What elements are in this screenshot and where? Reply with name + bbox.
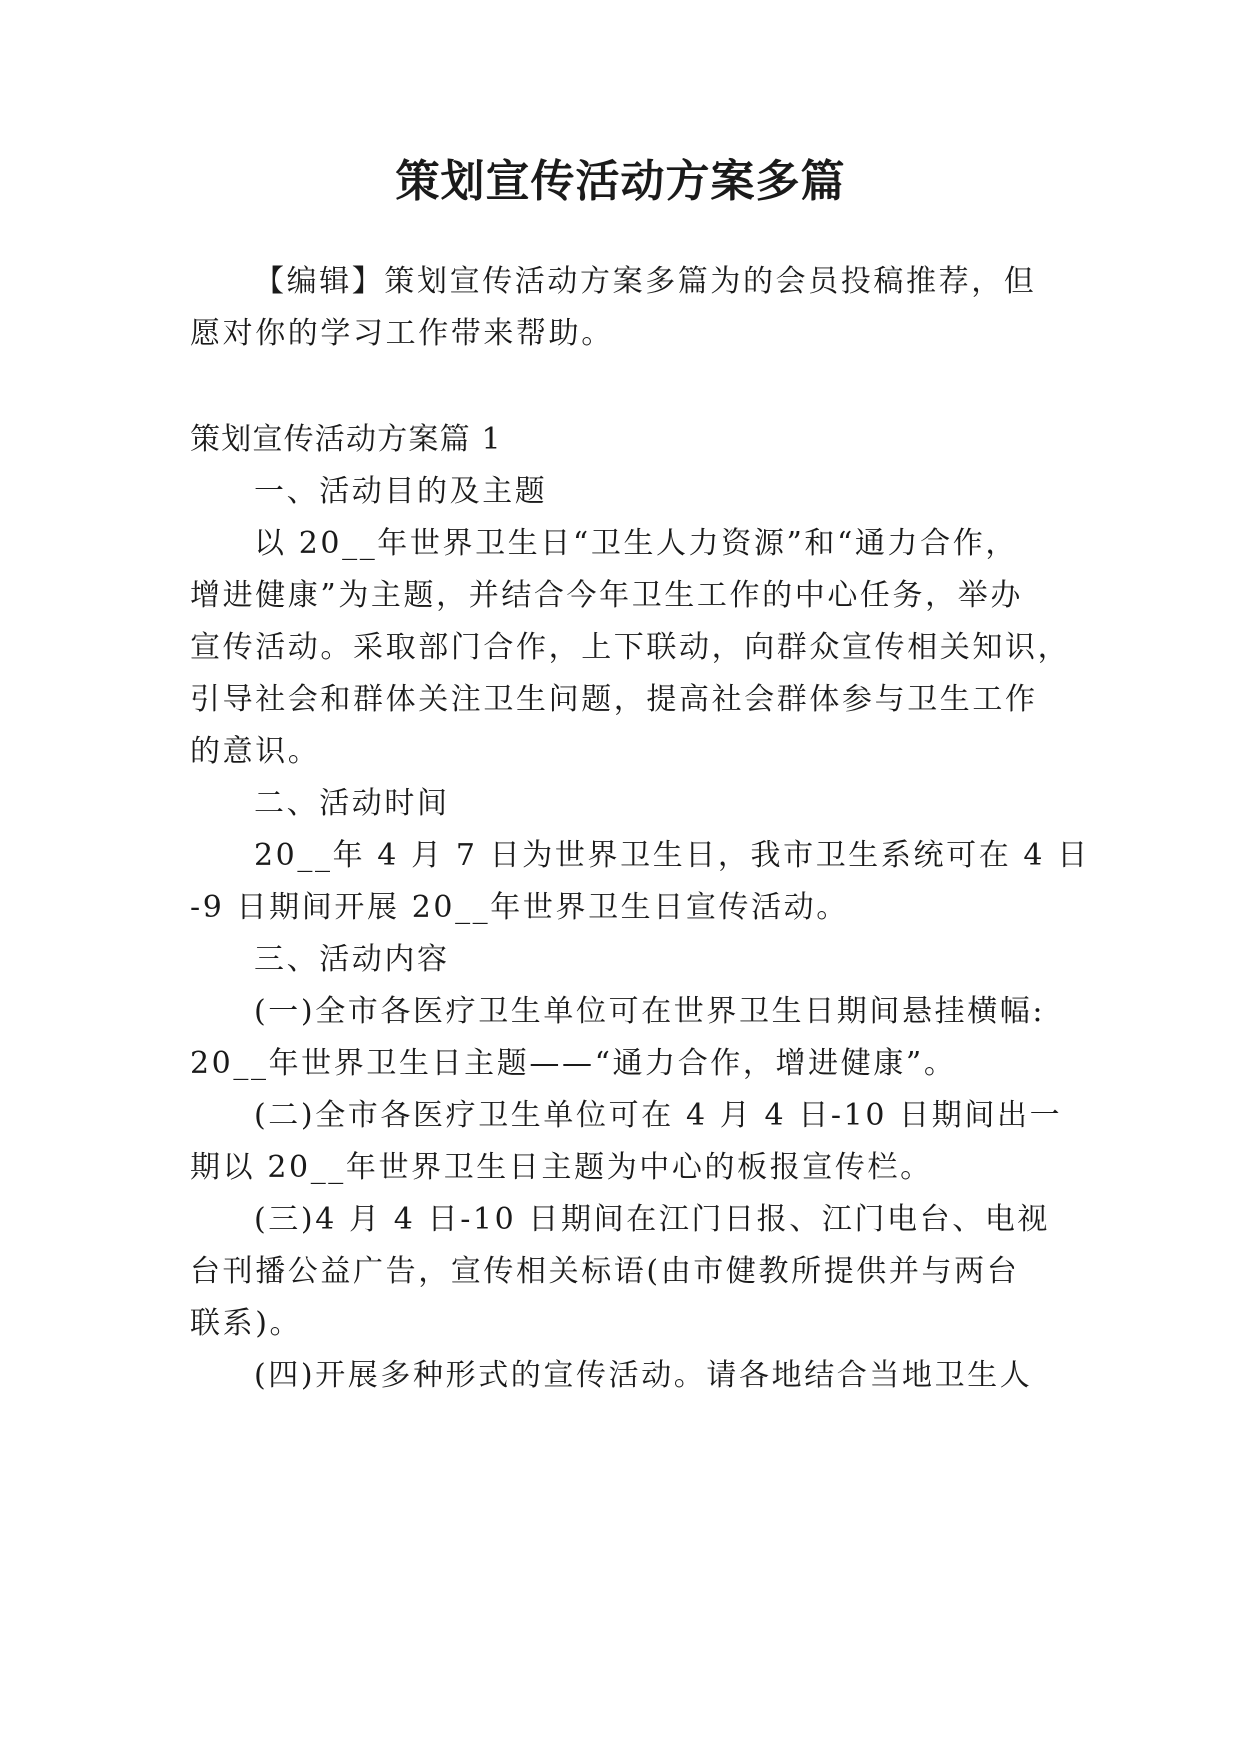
paragraph-line: 台刊播公益广告，宣传相关标语(由市健教所提供并与两台: [190, 1254, 1020, 1289]
paragraph-line: (三)4 月 4 日-10 日期间在江门日报、江门电台、电视: [254, 1202, 1051, 1237]
subheading-purpose: 一、活动目的及主题: [254, 474, 548, 509]
paragraph-line: 宣传活动。采取部门合作，上下联动，向群众宣传相关知识，: [190, 630, 1071, 665]
subheading-content: 三、活动内容: [254, 942, 450, 977]
intro-line: 【编辑】策划宣传活动方案多篇为的会员投稿推荐，但: [254, 264, 1037, 299]
paragraph-line: 以 20__年世界卫生日“卫生人力资源”和“通力合作，: [254, 526, 1018, 561]
paragraph-line: (二)全市各医疗卫生单位可在 4 月 4 日-10 日期间出一: [254, 1098, 1063, 1133]
section-heading: 策划宣传活动方案篇 1: [190, 422, 502, 457]
paragraph-line: 20__年世界卫生日主题——“通力合作，增进健康”。: [190, 1046, 957, 1081]
paragraph-line: 20__年 4 月 7 日为世界卫生日，我市卫生系统可在 4 日: [254, 838, 1090, 873]
paragraph-line: 引导社会和群体关注卫生问题，提高社会群体参与卫生工作: [190, 682, 1038, 717]
paragraph-line: -9 日期间开展 20__年世界卫生日宣传活动。: [190, 890, 849, 925]
paragraph-line: 增进健康”为主题，并结合今年卫生工作的中心任务，举办: [190, 578, 1023, 613]
paragraph-line: 的意识。: [190, 734, 321, 769]
paragraph-line: 联系)。: [190, 1306, 303, 1341]
paragraph-line: (一)全市各医疗卫生单位可在世界卫生日期间悬挂横幅:: [254, 994, 1046, 1029]
paragraph-line: (四)开展多种形式的宣传活动。请各地结合当地卫生人: [254, 1358, 1033, 1393]
paragraph-line: 期以 20__年世界卫生日主题为中心的板报宣传栏。: [190, 1150, 933, 1185]
intro-line: 愿对你的学习工作带来帮助。: [190, 316, 614, 351]
document-title: 策划宣传活动方案多篇: [395, 156, 846, 207]
subheading-time: 二、活动时间: [254, 786, 450, 821]
